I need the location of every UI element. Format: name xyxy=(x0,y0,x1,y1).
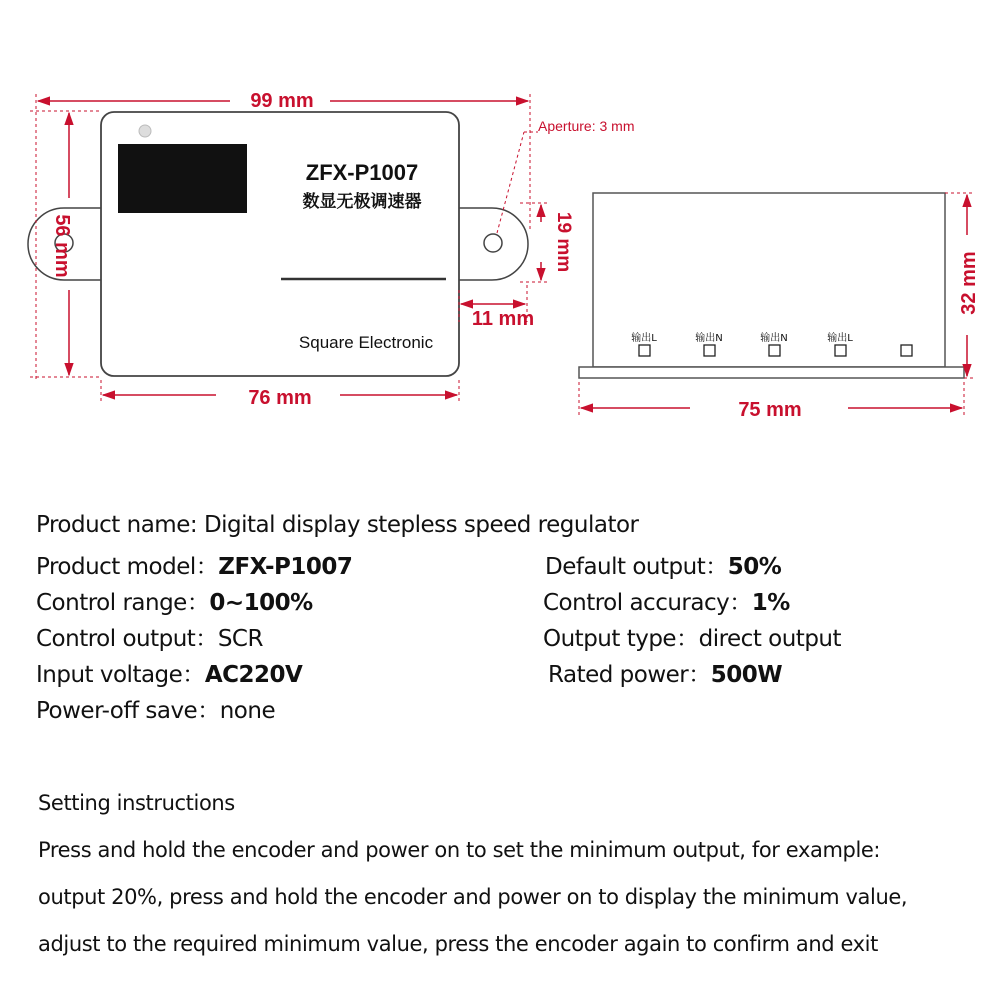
spec-control-accuracy: Control accuracy：1% xyxy=(543,590,790,616)
brand-label: Square Electronic xyxy=(298,333,434,352)
spec-rated-power: Rated power：500W xyxy=(548,662,783,688)
spec-row-4 xyxy=(36,620,976,654)
chinese-name-label: 数显无极调速器 xyxy=(302,192,422,212)
spec-control-output: Control output：SCR xyxy=(36,626,263,652)
dimension-width-total: 99 mm xyxy=(250,90,314,112)
instruction-line-2: output 20%, press and hold the encoder and power on to display the minimum value, xyxy=(38,885,908,909)
dimension-side-height: 32 mm xyxy=(958,251,980,315)
instruction-line-3: adjust to the required minimum value, press the encoder again to confirm and exit xyxy=(38,932,878,956)
spec-output-type: Output type：direct output xyxy=(543,626,842,652)
spec-input-voltage: Input voltage：AC220V xyxy=(36,662,303,688)
svg-text:输出N: 输出N xyxy=(695,333,723,344)
spec-default-output: Default output：50% xyxy=(545,554,782,580)
spec-row-2 xyxy=(36,548,976,582)
front-view xyxy=(28,112,528,376)
dimension-diagram xyxy=(0,0,1000,470)
digital-display xyxy=(118,144,247,213)
model-label: ZFX-P1007 xyxy=(305,160,419,185)
spec-control-range: Control range：0~100% xyxy=(36,590,313,616)
indicator-led xyxy=(139,125,151,137)
dimension-side-width: 75 mm xyxy=(738,399,802,421)
dimension-height-total: 56 mm xyxy=(51,214,73,278)
spec-product-name: Product name: Digital display stepless speed regulator xyxy=(36,512,639,538)
side-view xyxy=(579,193,964,378)
svg-text:输出N: 输出N xyxy=(760,333,788,344)
right-mounting-hole xyxy=(484,234,502,252)
instructions-title: Setting instructions xyxy=(38,791,235,815)
dimension-ear-width: 11 mm xyxy=(471,308,535,330)
dimension-body-width: 76 mm xyxy=(248,387,312,409)
spec-product-model: Product model：ZFX-P1007 xyxy=(36,554,353,580)
spec-row-1 xyxy=(36,512,976,546)
instruction-line-1: Press and hold the encoder and power on to set the minimum output, for example: xyxy=(38,838,881,862)
spec-row-3 xyxy=(36,584,976,618)
side-base-flange xyxy=(579,367,964,378)
dimension-aperture: Aperture: 3 mm xyxy=(538,118,635,134)
setting-instructions xyxy=(38,786,988,974)
spec-row-5 xyxy=(36,656,976,690)
svg-text:输出L: 输出L xyxy=(827,333,853,344)
spec-list xyxy=(36,512,976,752)
spec-power-off-save: Power-off save：none xyxy=(36,698,276,724)
terminal-5 xyxy=(901,345,912,356)
dimension-hole-spacing: 19 mm xyxy=(553,211,574,273)
svg-text:输出L: 输出L xyxy=(631,333,657,344)
spec-row-6 xyxy=(36,692,976,726)
